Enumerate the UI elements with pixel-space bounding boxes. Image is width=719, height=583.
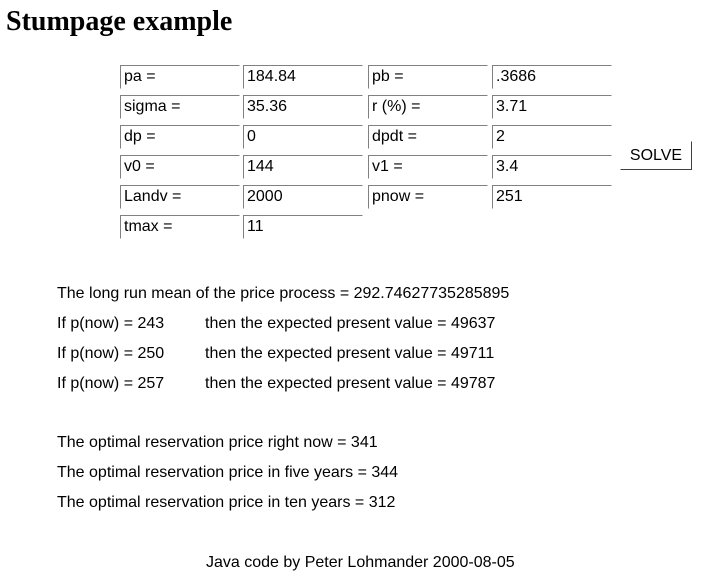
reservation-ten-text: The optimal reservation price in ten years = 312 (57, 494, 396, 511)
solve-button[interactable]: SOLVE (620, 141, 692, 170)
sigma-field[interactable]: 35.36 (243, 95, 363, 119)
reservation-now-text: The optimal reservation price right now = 341 (57, 434, 378, 451)
long-run-mean-text: The long run mean of the price process = 292.74627735285895 (57, 285, 510, 302)
v1-field[interactable]: 3.4 (492, 155, 612, 179)
page-title: Stumpage example (6, 6, 233, 37)
sigma-label: sigma = (120, 95, 240, 119)
dpdt-field[interactable]: 2 (492, 125, 612, 149)
v1-label: v1 = (368, 155, 488, 179)
result-row-2-condition: If p(now) = 250 (57, 345, 165, 362)
reservation-five-text: The optimal reservation price in five years = 344 (57, 464, 399, 481)
pb-field[interactable]: .3686 (492, 65, 612, 89)
r-label: r (%) = (368, 95, 488, 119)
pa-field[interactable]: 184.84 (243, 65, 363, 89)
result-row-3-value: then the expected present value = 49787 (205, 375, 496, 392)
v0-field[interactable]: 144 (243, 155, 363, 179)
result-row-1-condition: If p(now) = 243 (57, 315, 165, 332)
pnow-field[interactable]: 251 (492, 185, 612, 209)
pa-label: pa = (120, 65, 240, 89)
dp-label: dp = (120, 125, 240, 149)
dpdt-label: dpdt = (368, 125, 488, 149)
pnow-label: pnow = (368, 185, 488, 209)
landv-field[interactable]: 2000 (243, 185, 363, 209)
landv-label: Landv = (120, 185, 240, 209)
dp-field[interactable]: 0 (243, 125, 363, 149)
result-row-1-value: then the expected present value = 49637 (205, 315, 496, 332)
tmax-field[interactable]: 11 (243, 215, 363, 239)
pb-label: pb = (368, 65, 488, 89)
r-field[interactable]: 3.71 (492, 95, 612, 119)
footer-credit: Java code by Peter Lohmander 2000-08-05 (206, 554, 515, 571)
v0-label: v0 = (120, 155, 240, 179)
tmax-label: tmax = (120, 215, 240, 239)
result-row-2-value: then the expected present value = 49711 (205, 345, 495, 362)
result-row-3-condition: If p(now) = 257 (57, 375, 165, 392)
